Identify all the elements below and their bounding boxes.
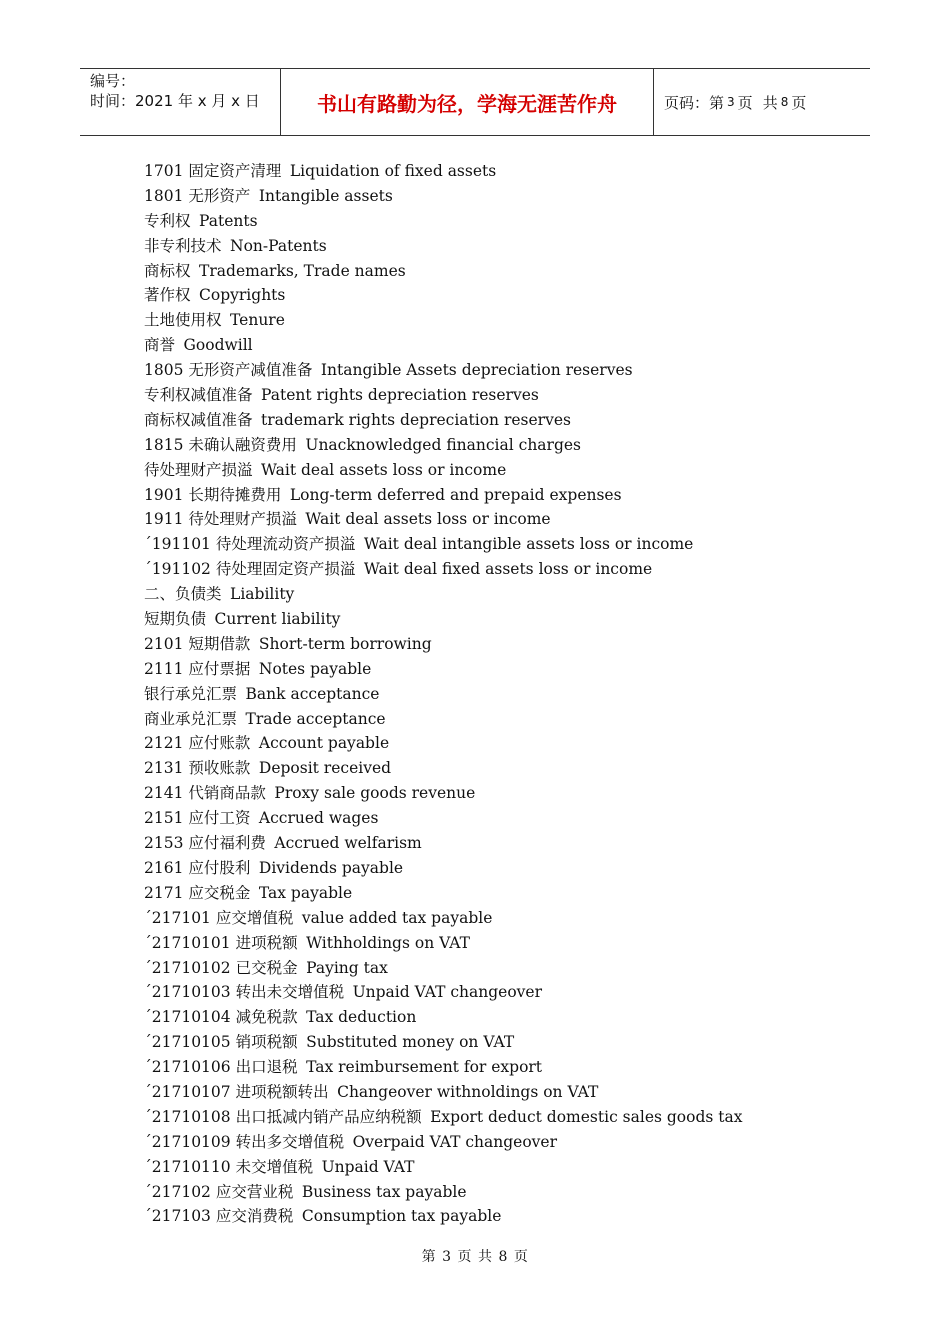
account-label: ´191102 待处理固定资产损溢 [144, 560, 356, 579]
footer-current: 3 [442, 1249, 452, 1265]
account-english-term: Account payable [258, 734, 390, 753]
account-label: 1901 长期待摊费用 [144, 485, 282, 504]
account-entry [144, 806, 743, 831]
account-label: 商业承兑汇票 [144, 709, 238, 728]
account-entry [144, 433, 743, 458]
account-english-term: Dividends payable [258, 858, 404, 877]
account-english-term: Overpaid VAT changeover [352, 1132, 558, 1151]
account-label: ´21710105 销项税额 [144, 1033, 298, 1052]
account-entry [144, 980, 743, 1005]
footer-total-prefix: 共 [478, 1249, 493, 1265]
account-entry [144, 931, 743, 956]
account-entry [144, 1130, 743, 1155]
account-english-term: Deposit received [258, 759, 392, 778]
account-english-term: Non-Patents [230, 236, 327, 255]
account-english-term: Goodwill [183, 336, 253, 355]
account-english-term: Tax payable [258, 883, 353, 902]
account-english-term: Export deduct domestic sales goods tax [430, 1107, 743, 1126]
motto-text: 书山有路勤为径，学海无涯苦作舟 [317, 91, 617, 116]
account-entry [144, 1180, 743, 1205]
account-english-term: Intangible assets [258, 186, 393, 205]
account-label: 2101 短期借款 [144, 634, 251, 653]
account-english-term: Long-term deferred and prepaid expenses [289, 485, 622, 504]
account-entry [144, 881, 743, 906]
account-label: ´21710109 转出多交增值税 [144, 1132, 345, 1151]
account-entry [144, 1030, 743, 1055]
page-of-prefix: 第 [709, 93, 725, 112]
account-english-term: trademark rights depreciation reserves [261, 410, 571, 429]
account-label: 1911 待处理财产损溢 [144, 510, 297, 529]
page-total: 8 [780, 95, 789, 109]
account-entry [144, 856, 743, 881]
account-label: ´21710106 出口退税 [144, 1058, 298, 1077]
account-label: 2141 代销商品款 [144, 784, 266, 803]
account-english-term: Wait deal fixed assets loss or income [363, 560, 653, 579]
account-entry [144, 507, 743, 532]
account-entry [144, 632, 743, 657]
account-entry [144, 607, 743, 632]
account-english-term: Patent rights depreciation reserves [261, 386, 539, 405]
account-entry [144, 707, 743, 732]
account-english-term: Unpaid VAT changeover [352, 983, 543, 1002]
page-total-unit: 页 [791, 93, 807, 112]
account-english-term: Wait deal assets loss or income [261, 460, 507, 479]
account-english-term: Liquidation of fixed assets [289, 162, 497, 180]
account-label: 2153 应付福利费 [144, 834, 266, 853]
account-label: 二、负债类 [144, 585, 222, 604]
footer-unit: 页 [457, 1249, 472, 1265]
account-entry [144, 906, 743, 931]
account-english-term: Bank acceptance [245, 684, 380, 703]
account-entry [144, 283, 743, 308]
account-entry [144, 956, 743, 981]
account-entry [144, 333, 743, 358]
account-label: 土地使用权 [144, 311, 222, 330]
account-label: ´217102 应交营业税 [144, 1182, 294, 1201]
account-entry [144, 532, 743, 557]
account-english-term: Patents [199, 211, 258, 230]
account-english-term: Accrued wages [258, 809, 379, 828]
account-label: ´21710103 转出未交增值税 [144, 983, 345, 1002]
account-entry [144, 756, 743, 781]
account-label: 银行承兑汇票 [144, 684, 238, 703]
account-label: 2171 应交税金 [144, 883, 251, 902]
account-label: 商誉 [144, 336, 176, 355]
page-footer [0, 1246, 950, 1266]
account-label: 商标权 [144, 261, 191, 280]
account-entry [144, 308, 743, 333]
account-label: 1801 无形资产 [144, 186, 251, 205]
account-entry [144, 1005, 743, 1030]
page-header [80, 68, 870, 136]
account-english-term: Withholdings on VAT [306, 933, 470, 952]
account-label: ´21710107 进项税额转出 [144, 1082, 329, 1101]
account-entry [144, 582, 743, 607]
account-english-term: Wait deal assets loss or income [305, 510, 551, 529]
account-label: ´21710110 未交增值税 [144, 1157, 314, 1176]
account-label: 著作权 [144, 286, 191, 305]
code-label: 编号： [90, 72, 136, 90]
account-entry [144, 458, 743, 483]
account-entry [144, 682, 743, 707]
account-entry [144, 408, 743, 433]
account-english-term: Tax reimbursement for export [306, 1058, 543, 1077]
account-english-term: Unpaid VAT [321, 1157, 415, 1176]
footer-total-unit: 页 [513, 1249, 529, 1265]
account-english-term: Liability [230, 585, 295, 604]
date-label: 时间： [90, 92, 136, 110]
account-label: 1815 未确认融资费用 [144, 435, 297, 454]
account-english-term: Paying tax [306, 958, 388, 977]
account-label: 1805 无形资产减值准备 [144, 361, 313, 380]
account-entry [144, 234, 743, 259]
date-value: 2021 年 x 月 x 日 [135, 92, 260, 110]
account-entry [144, 731, 743, 756]
account-english-term: Short-term borrowing [258, 634, 432, 653]
account-english-term: Wait deal intangible assets loss or income [363, 535, 694, 554]
account-english-term: value added tax payable [301, 908, 493, 927]
page-total-prefix: 共 [762, 93, 778, 112]
account-english-term: Tax deduction [306, 1008, 417, 1027]
page-current: 3 [727, 95, 735, 109]
account-entry [144, 159, 743, 184]
account-entry [144, 259, 743, 284]
account-english-term: Current liability [214, 610, 341, 629]
account-label: ´21710104 减免税款 [144, 1008, 298, 1027]
motto-cell [281, 69, 654, 135]
account-entry [144, 383, 743, 408]
account-entry [144, 209, 743, 234]
account-label: ´191101 待处理流动资产损溢 [144, 535, 356, 554]
account-entry [144, 831, 743, 856]
account-english-term: Intangible Assets depreciation reserves [320, 361, 633, 380]
account-english-term: Business tax payable [301, 1182, 467, 1201]
account-english-term: Trademarks, Trade names [199, 261, 406, 280]
account-label: 专利权减值准备 [144, 386, 253, 405]
account-label: ´217103 应交消费税 [144, 1207, 294, 1226]
page-number-cell [654, 69, 870, 135]
date-line [90, 91, 280, 111]
account-label: ´217101 应交增值税 [144, 908, 294, 927]
account-entry [144, 557, 743, 582]
account-list [144, 159, 743, 1229]
account-entry [144, 358, 743, 383]
account-entry [144, 1105, 743, 1130]
account-english-term: Changeover withnoldings on VAT [337, 1082, 599, 1101]
footer-total: 8 [498, 1249, 508, 1265]
account-label: 2161 应付股利 [144, 858, 251, 877]
account-english-term: Accrued welfarism [274, 834, 422, 853]
account-english-term: Trade acceptance [245, 709, 386, 728]
account-label: ´21710108 出口抵减内销产品应纳税额 [144, 1107, 422, 1126]
account-entry [144, 483, 743, 508]
account-label: 2151 应付工资 [144, 809, 251, 828]
account-english-term: Consumption tax payable [301, 1207, 502, 1226]
account-label: 2121 应付账款 [144, 734, 251, 753]
header-meta-cell [80, 69, 281, 135]
account-entry [144, 1155, 743, 1180]
footer-prefix: 第 [421, 1249, 437, 1265]
account-entry [144, 1204, 743, 1229]
account-label: 1701 固定资产清理 [144, 162, 282, 180]
page-label: 页码： [664, 93, 710, 112]
account-label: 2111 应付票据 [144, 659, 251, 678]
account-english-term: Tenure [230, 311, 285, 330]
account-label: 待处理财产损溢 [144, 460, 253, 479]
account-entry [144, 657, 743, 682]
account-entry [144, 1055, 743, 1080]
account-label: ´21710102 已交税金 [144, 958, 298, 977]
account-label: 2131 预收账款 [144, 759, 251, 778]
account-label: 专利权 [144, 211, 191, 230]
account-label: ´21710101 进项税额 [144, 933, 298, 952]
account-entry [144, 1080, 743, 1105]
account-entry [144, 184, 743, 209]
account-english-term: Copyrights [199, 286, 286, 305]
account-english-term: Notes payable [258, 659, 372, 678]
page-unit: 页 [737, 93, 753, 112]
account-entry [144, 781, 743, 806]
account-english-term: Proxy sale goods revenue [274, 784, 476, 803]
account-english-term: Unacknowledged financial charges [305, 435, 581, 454]
account-english-term: Substituted money on VAT [306, 1033, 515, 1052]
account-label: 短期负债 [144, 610, 207, 629]
account-label: 商标权减值准备 [144, 410, 253, 429]
account-label: 非专利技术 [144, 236, 222, 255]
